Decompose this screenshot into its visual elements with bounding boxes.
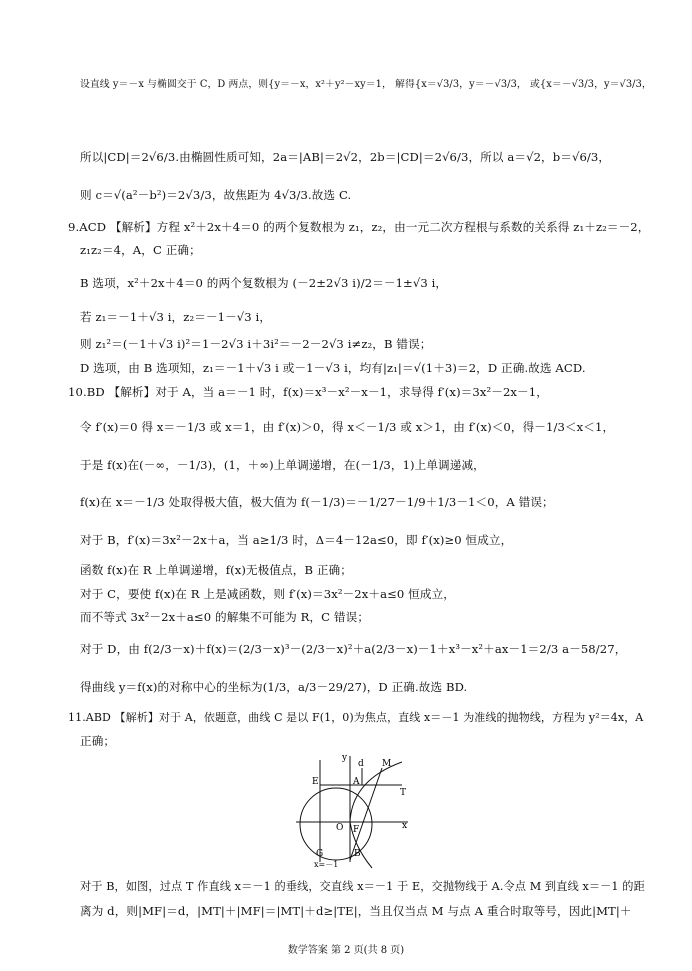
line-text: 正确； xyxy=(80,734,116,748)
line-text: z₁z₂＝4，A，C 正确； xyxy=(80,243,201,257)
text-line xyxy=(0,150,692,164)
label-e: E xyxy=(312,777,319,787)
line-text: 函数 f(x)在 R 上单调递增，f(x)无极值点，B 正确； xyxy=(80,563,352,577)
line-text: D 选项，由 B 选项知，z₁＝－1＋√3 i 或－1－√3 i，均有|z₁|＝√(1＋3)＝2，D 正确.故选 ACD. xyxy=(80,361,586,375)
line-text: 设直线 y＝－x 与椭圆交于 C，D 两点，则{y＝－x，x²＋y²－xy＝1， 解得{x＝√3/3，y＝－√3/3， 或{x＝－√3/3，y＝√3/3， xyxy=(80,79,652,90)
label-directrix: x=－1 xyxy=(314,860,339,869)
line-text: 得曲线 y＝f(x)的对称中心的坐标为(1/3，a/3－29/27)，D 正确.故选 BD. xyxy=(80,680,468,694)
page-footer: 数学答案 第 2 页(共 8 页) xyxy=(287,945,405,956)
text-line xyxy=(0,563,692,577)
label-d: d xyxy=(358,759,364,769)
line-text: 而不等式 3x²－2x＋a≤0 的解集不可能为 R，C 错误； xyxy=(80,610,370,624)
text-line xyxy=(0,495,692,509)
line-text: 于是 f(x)在(－∞，－1/3)，(1，＋∞)上单调递增，在(－1/3，1)上单调递减， xyxy=(80,458,485,472)
text-line xyxy=(0,337,692,351)
text-line xyxy=(0,188,692,202)
label-t: T xyxy=(400,788,407,798)
label-o: O xyxy=(336,823,344,833)
text-line xyxy=(0,711,692,725)
text-line xyxy=(0,310,692,324)
line-text: 所以|CD|＝2√6/3.由椭圆性质可知，2a＝|AB|＝2√2，2b＝|CD|＝2√6/3，所以 a＝√2，b＝√6/3， xyxy=(80,150,611,164)
line-text: B 选项，x²＋2x＋4＝0 的两个复数根为 (－2±2√3 i)/2＝－1±√3 i， xyxy=(80,276,448,290)
line-text: 离为 d，则|MF|＝d，|MT|＋|MF|＝|MT|＋d≥|TE|，当且仅当点 M 与点 A 重合时取等号，因此|MT|＋ xyxy=(80,904,632,918)
line-text: 令 f′(x)＝0 得 x＝－1/3 或 x＝1，由 f′(x)＞0，得 x＜－1/3 或 x＞1，由 f′(x)＜0，得－1/3＜x＜1， xyxy=(80,420,615,434)
text-line xyxy=(0,361,692,375)
line-text: 则 z₁²＝(－1＋√3 i)²＝1－2√3 i＋3i²＝－2－2√3 i≠z₂，B 错误； xyxy=(80,337,432,351)
text-line xyxy=(0,734,692,748)
text-line xyxy=(0,533,692,547)
line-text: 对于 B，f′(x)＝3x²－2x＋a，当 a≥1/3 时，Δ＝4－12a≤0，即 f′(x)≥0 恒成立， xyxy=(80,533,513,547)
parabola-figure xyxy=(292,750,422,872)
line-text: 10.BD 【解析】对于 A，当 a＝－1 时，f(x)＝x³－x²－x－1，求导得 f′(x)＝3x²－2x－1， xyxy=(68,385,548,399)
text-line xyxy=(0,220,692,234)
label-x: x xyxy=(402,821,408,831)
text-line xyxy=(0,587,692,601)
line-text: 对于 B，如图，过点 T 作直线 x＝－1 的垂线，交直线 x＝－1 于 E，交抛物线于 A.令点 M 到直线 x＝－1 的距 xyxy=(80,880,645,893)
label-f: F xyxy=(353,825,360,835)
label-b: B xyxy=(354,849,361,859)
text-line xyxy=(0,458,692,472)
label-g: G xyxy=(316,849,324,859)
text-line xyxy=(0,610,692,624)
line-text: 11.ABD 【解析】对于 A，依题意，曲线 C 是以 F(1，0)为焦点，直线 x＝－1 为准线的抛物线，方程为 y²＝4x，A xyxy=(68,711,644,724)
line-text: 则 c＝√(a²－b²)＝2√3/3，故焦距为 4√3/3.故选 C. xyxy=(80,188,352,202)
text-line xyxy=(0,904,692,918)
parabola-curve xyxy=(350,762,402,822)
line-text: 对于 C，要使 f(x)在 R 上是减函数，则 f′(x)＝3x²－2x＋a≤0 恒成立， xyxy=(80,587,455,601)
text-line xyxy=(0,78,692,92)
text-line xyxy=(0,642,692,656)
label-y: y xyxy=(342,753,348,763)
line-text: f(x)在 x＝－1/3 处取得极大值，极大值为 f(－1/3)＝－1/27－1/9＋1/3－1＜0，A 错误； xyxy=(80,495,554,509)
line-text: 9.ACD 【解析】方程 x²＋2x＋4＝0 的两个复数根为 z₁，z₂，由一元二次方程根与系数的关系得 z₁＋z₂＝－2， xyxy=(68,220,650,234)
text-line xyxy=(0,276,692,290)
label-a: A xyxy=(353,777,360,787)
text-line xyxy=(0,420,692,434)
text-line xyxy=(0,385,692,399)
text-line xyxy=(0,880,692,894)
text-line xyxy=(0,243,692,257)
line-text: 若 z₁＝－1＋√3 i，z₂＝－1－√3 i， xyxy=(80,310,272,324)
text-line xyxy=(0,680,692,694)
label-m: M xyxy=(382,759,392,769)
line-text: 对于 D，由 f(2/3－x)＋f(x)＝(2/3－x)³－(2/3－x)²＋a(2/3－x)－1＋x³－x²＋ax－1＝2/3 a－58/27， xyxy=(80,642,627,656)
